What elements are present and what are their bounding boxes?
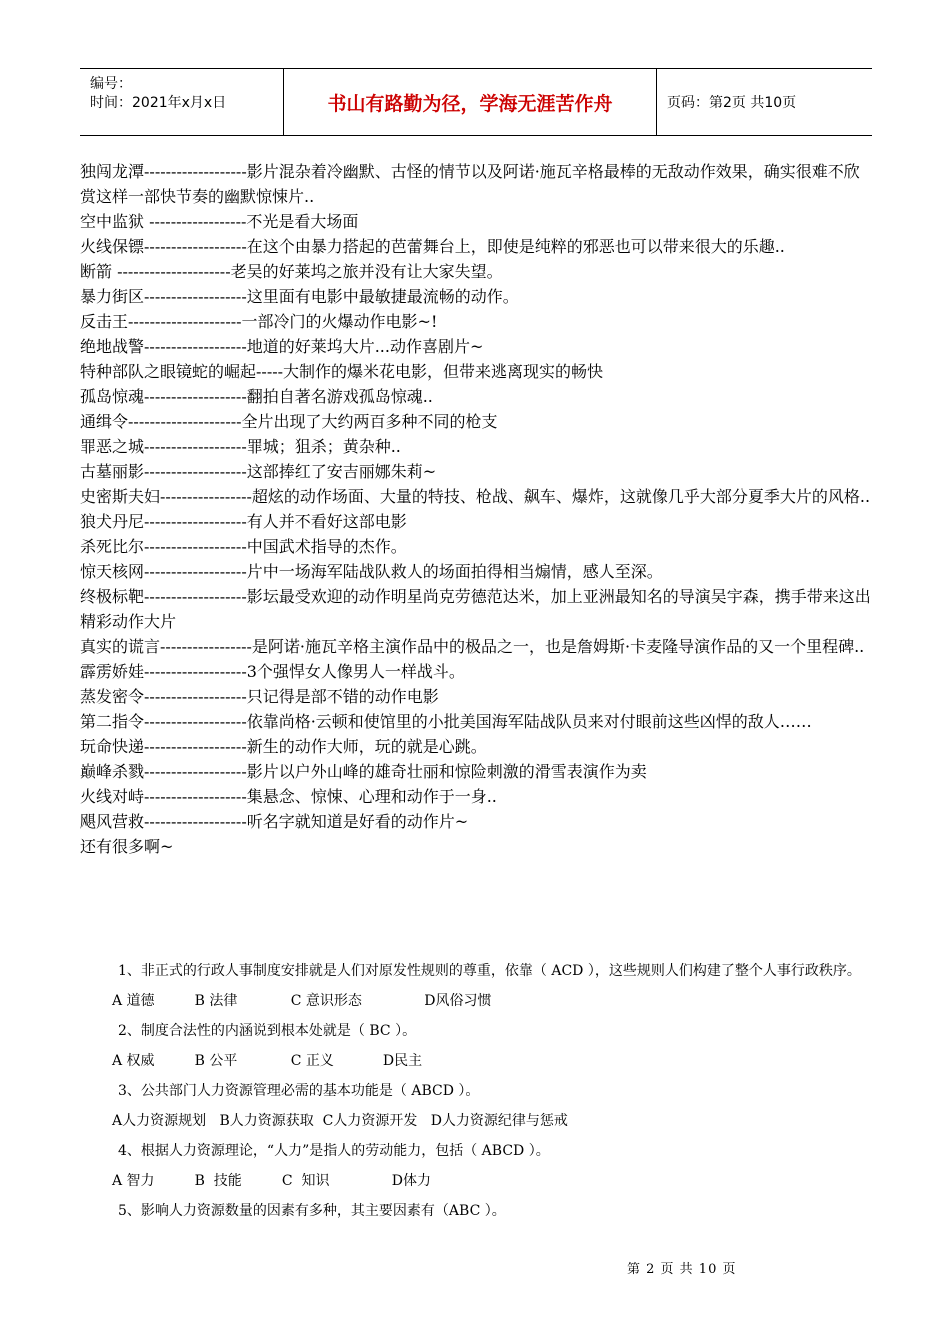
- list-item: 古墓丽影-------------------这部捧红了安吉丽娜朱莉~: [80, 462, 437, 481]
- list-item: 特种部队之眼镜蛇的崛起-----大制作的爆米花电影，但带来逃离现实的畅快: [80, 362, 604, 381]
- list-item: 第二指令-------------------依靠尚格·云顿和使馆里的小批美国海军陆战队员来对付眼前这些凶悍的敌人……: [80, 712, 812, 731]
- list-item: 罪恶之城-------------------罪城；狙杀；黄杂种..: [80, 437, 401, 456]
- list-item: 断箭 ---------------------老吴的好莱坞之旅并没有让大家失望。: [80, 262, 503, 281]
- motto: 书山有路勤为径，学海无涯苦作舟: [284, 69, 657, 135]
- list-item: 杀死比尔-------------------中国武术指导的杰作。: [80, 537, 407, 556]
- list-item: 飓风营救-------------------听名字就知道是好看的动作片~: [80, 812, 469, 831]
- question-4: 4、根据人力资源理论，“人力”是指人的劳动能力，包括（ ABCD ）。: [118, 1143, 550, 1159]
- question-1: 1、非正式的行政人事制度安排就是人们对原发性规则的尊重，依靠（ ACD ），这些规则人们构建了整个人事行政秩序。: [118, 963, 861, 979]
- list-item: 巅峰杀戮-------------------影片以户外山峰的雄奇壮丽和惊险刺激的滑雪表演作为卖: [80, 762, 647, 781]
- header-table: [80, 68, 872, 136]
- question-1-options: A 道德 B 法律 C 意识形态 D风俗习惯: [112, 993, 492, 1009]
- question-4-options: A 智力 B 技能 C 知识 D体力: [112, 1173, 431, 1189]
- list-item: 反击王---------------------一部冷门的火爆动作电影~!: [80, 312, 438, 331]
- list-item: 绝地战警-------------------地道的好莱坞大片...动作喜剧片~: [80, 337, 484, 356]
- list-item: 独闯龙潭-------------------影片混杂着冷幽默、古怪的情节以及阿诺·施瓦辛格最棒的无敌动作效果，确实很难不欣赏这样一部快节奏的幽默惊悚片..: [80, 162, 860, 206]
- time-label: 时间：2021年x月x日: [90, 95, 227, 111]
- list-item: 孤岛惊魂-------------------翻拍自著名游戏孤岛惊魂..: [80, 387, 433, 406]
- question-3-options: A人力资源规划 B人力资源获取 C人力资源开发 D人力资源纪律与惩戒: [112, 1113, 568, 1129]
- list-item: 真实的谎言-----------------是阿诺·施瓦辛格主演作品中的极品之一，也是詹姆斯·卡麦隆导演作品的又一个里程碑..: [80, 637, 865, 656]
- list-item: 霹雳娇娃-------------------3个强悍女人像男人一样战斗。: [80, 662, 465, 681]
- question-2: 2、制度合法性的内涵说到根本处就是（ BC ）。: [118, 1023, 417, 1039]
- list-item: 火线对峙-------------------集悬念、惊悚、心理和动作于一身..: [80, 787, 497, 806]
- list-item: 蒸发密令-------------------只记得是部不错的动作电影: [80, 687, 439, 706]
- question-list: [80, 956, 875, 1226]
- list-item: 玩命快递-------------------新生的动作大师，玩的就是心跳。: [80, 737, 487, 756]
- header-left-cell: [80, 69, 284, 135]
- question-3: 3、公共部门人力资源管理必需的基本功能是（ ABCD ）。: [118, 1083, 480, 1099]
- list-item: 暴力街区-------------------这里面有电影中最敏捷最流畅的动作。: [80, 287, 519, 306]
- question-5: 5、影响人力资源数量的因素有多种，其主要因素有（ABC ）。: [118, 1203, 506, 1219]
- page-footer: 第 2 页 共 10 页: [627, 1262, 737, 1277]
- list-item: 狼犬丹尼-------------------有人并不看好这部电影: [80, 512, 407, 531]
- list-item: 史密斯夫妇-----------------超炫的动作场面、大量的特技、枪战、飙车、爆炸，这就像几乎大部分夏季大片的风格..: [80, 487, 871, 506]
- more-text: 还有很多啊~: [80, 837, 174, 856]
- list-item: 火线保镖-------------------在这个由暴力搭起的芭蕾舞台上，即使是纯粹的邪恶也可以带来很大的乐趣..: [80, 237, 785, 256]
- list-item: 空中监狱 ------------------不光是看大场面: [80, 212, 359, 231]
- number-label: 编号：: [90, 76, 132, 92]
- question-2-options: A 权威 B 公平 C 正义 D民主: [112, 1053, 423, 1069]
- movie-list: [80, 159, 875, 859]
- list-item: 惊天核网-------------------片中一场海军陆战队救人的场面拍得相当煽情，感人至深。: [80, 562, 663, 581]
- list-item: 通缉令---------------------全片出现了大约两百多种不同的枪支: [80, 412, 498, 431]
- list-item: 终极标靶-------------------影坛最受欢迎的动作明星尚克劳德范达米，加上亚洲最知名的导演吴宇森，携手带来这出精彩动作大片: [80, 587, 871, 631]
- page-label: 页码：第2页 共10页: [667, 95, 797, 111]
